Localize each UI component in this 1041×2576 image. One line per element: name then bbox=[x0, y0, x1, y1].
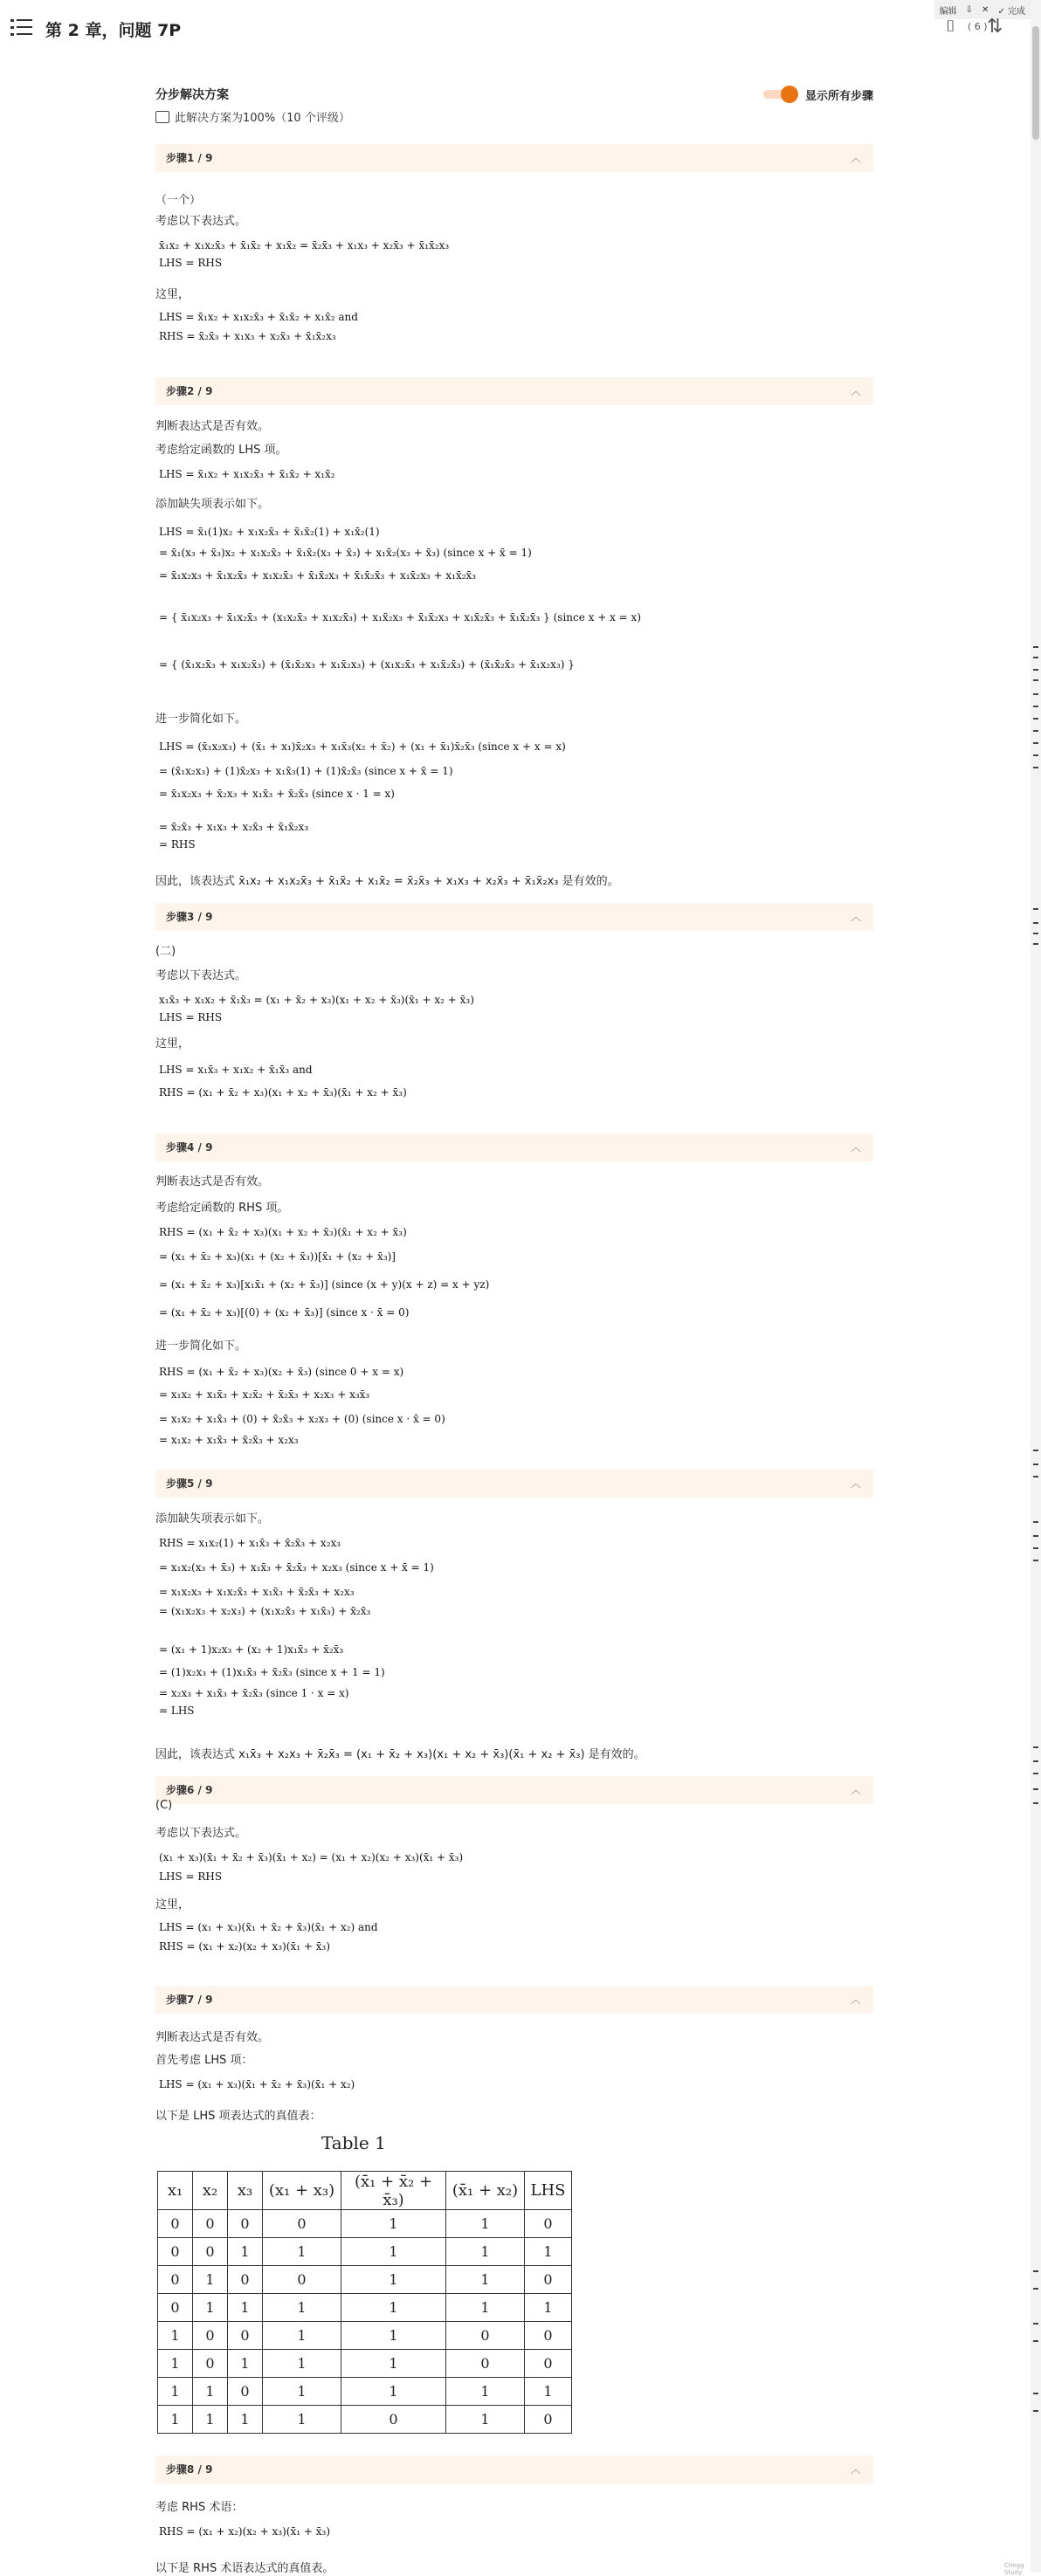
step-text: 添加缺失项表示如下。 bbox=[155, 1512, 270, 1526]
math-line: = x̄₁x₂x₃ + x̄₁x₂x̄₃ + x₁x₂x̄₃ + x̄₁x̄₂x₃ + x̄₁x̄₂x̄₃ + x₁x̄₂x₃ + x₁x̄₂x̄₃ bbox=[159, 569, 477, 582]
table-cell: 0 bbox=[158, 2210, 193, 2238]
table-cell: 1 bbox=[193, 2406, 228, 2434]
download-icon[interactable]: ⇩ bbox=[965, 4, 974, 15]
rating-text: 此解决方案为100%（10 个评级） bbox=[175, 112, 350, 125]
table-cell: 1 bbox=[446, 2378, 525, 2406]
column-header: (x̄₁ + x̄₂ + x̄₃) bbox=[341, 2172, 446, 2210]
show-all-label: 显示所有步骤 bbox=[804, 89, 873, 103]
scroll-marker bbox=[1033, 1560, 1038, 1561]
table-cell: 1 bbox=[341, 2238, 446, 2266]
step-header[interactable] bbox=[155, 1470, 873, 1498]
scroll-marker bbox=[1033, 1521, 1038, 1523]
step-header[interactable] bbox=[155, 1986, 873, 2014]
step-header[interactable] bbox=[155, 903, 873, 931]
table-cell: 1 bbox=[158, 2378, 193, 2406]
math-line: = (1)x₂x₃ + (1)x₁x̄₃ + x̄₂x̄₃ (since x + 1 = 1) bbox=[159, 1666, 385, 1678]
scroll-marker bbox=[1033, 922, 1038, 924]
table-cell: 1 bbox=[263, 2294, 341, 2322]
step-header[interactable] bbox=[155, 377, 873, 405]
math-line: = (x₁ + x̄₂ + x₃)[x₁x̄₁ + (x₂ + x̄₃)] (since (x + y)(x + z) = x + yz) bbox=[159, 1278, 490, 1291]
table-cell: 0 bbox=[228, 2322, 263, 2350]
math-line: = (x₁ + x̄₂ + x₃)[(0) + (x₂ + x̄₃)] (since x · x̄ = 0) bbox=[159, 1306, 410, 1319]
scroll-marker bbox=[1033, 2340, 1038, 2342]
table-cell: 0 bbox=[158, 2266, 193, 2294]
scroll-marker bbox=[1033, 1464, 1038, 1465]
step-text: (C) bbox=[155, 1799, 173, 1812]
step-text: 考虑给定函数的 LHS 项。 bbox=[155, 444, 287, 457]
math-line: = RHS bbox=[159, 838, 196, 851]
math-line: = (x₁x₂x₃ + x₂x₃) + (x₁x₂x̄₃ + x₁x̄₃) + x̄₂x̄₃ bbox=[159, 1605, 371, 1617]
table-cell: 0 bbox=[525, 2406, 572, 2434]
table-cell: 1 bbox=[228, 2406, 263, 2434]
math-line: x̄₁x₂ + x₁x₂x̄₃ + x̄₁x̄₂ + x₁x̄₂ = x̄₂x̄₃ + x₁x₃ + x₂x̄₃ + x̄₁x̄₂x₃ bbox=[159, 239, 450, 251]
scroll-marker bbox=[1033, 943, 1038, 945]
math-line: LHS = RHS bbox=[159, 1011, 223, 1023]
chevron-up-icon[interactable]: ︿ bbox=[850, 911, 861, 923]
table-cell: 1 bbox=[341, 2322, 446, 2350]
table-cell: 1 bbox=[263, 2238, 341, 2266]
table-cell: 1 bbox=[446, 2266, 525, 2294]
step-text: 考虑以下表达式。 bbox=[155, 215, 247, 228]
step-text: 因此，该表达式 x₁x̄₃ + x₂x₃ + x̄₂x̄₃ = (x₁ + x̄₂ + x₃)(x₁ + x₂ + x̄₃)(x̄₁ + x₂ + x̄₃) 是有效的。 bbox=[155, 1748, 645, 1761]
table-cell: 1 bbox=[525, 2294, 572, 2322]
table-cell: 1 bbox=[263, 2378, 341, 2406]
step-text: 首先考虑 LHS 项： bbox=[155, 2054, 253, 2067]
math-line: RHS = (x₁ + x₂)(x₂ + x₃)(x̄₁ + x̄₃) bbox=[159, 1940, 331, 1953]
page-title: 第 2 章，问题 7P bbox=[45, 21, 182, 40]
column-header: x₃ bbox=[228, 2172, 263, 2210]
column-header: x₁ bbox=[158, 2172, 193, 2210]
math-line: = (x̄₁x₂x₃) + (1)x̄₂x₃ + x₁x̄₃(1) + (1)x̄₂x̄₃ (since x + x̄ = 1) bbox=[159, 765, 453, 777]
table-cell: 1 bbox=[193, 2294, 228, 2322]
scroll-marker bbox=[1033, 2270, 1038, 2272]
table-row bbox=[158, 2210, 572, 2238]
table-cell: 0 bbox=[263, 2266, 341, 2294]
scroll-marker bbox=[1033, 1760, 1038, 1762]
column-header: (x̄₁ + x₂) bbox=[446, 2172, 525, 2210]
done-button[interactable]: ✓ 完成 bbox=[997, 6, 1025, 17]
chevron-up-icon[interactable]: ︿ bbox=[850, 2463, 861, 2476]
table-cell: 0 bbox=[525, 2210, 572, 2238]
step-header[interactable] bbox=[155, 2455, 873, 2483]
math-line: = x̄₂x̄₃ + x₁x₃ + x₂x̄₃ + x̄₁x̄₂x₃ bbox=[159, 821, 309, 833]
table-cell: 1 bbox=[263, 2350, 341, 2378]
math-line: RHS = (x₁ + x̄₂ + x₃)(x₂ + x̄₃) (since 0 + x = x) bbox=[159, 1366, 404, 1378]
math-line: = LHS bbox=[159, 1705, 195, 1717]
step-text: 这里， bbox=[155, 1037, 190, 1050]
bookmark-icon[interactable]: ⌷ bbox=[946, 17, 955, 36]
step-label: 步骤6 / 9 bbox=[166, 1784, 213, 1796]
table-cell: 1 bbox=[158, 2322, 193, 2350]
table-cell: 1 bbox=[228, 2294, 263, 2322]
table-cell: 0 bbox=[228, 2378, 263, 2406]
table-row bbox=[158, 2378, 572, 2406]
show-all-steps[interactable] bbox=[763, 86, 873, 103]
sort-icon[interactable]: ⇅ bbox=[987, 16, 1003, 38]
table-cell: 1 bbox=[263, 2322, 341, 2350]
table-cell: 0 bbox=[446, 2322, 525, 2350]
math-line: = x₁x₂ + x₁x̄₃ + x₂x̄₂ + x̄₂x̄₃ + x₂x₃ + x₃x̄₃ bbox=[159, 1388, 370, 1401]
step-label: 步骤4 / 9 bbox=[166, 1141, 213, 1154]
scrollbar[interactable] bbox=[1031, 0, 1041, 2573]
math-line: RHS = (x₁ + x̄₂ + x₃)(x₁ + x₂ + x̄₃)(x̄₁ + x₂ + x̄₃) bbox=[159, 1226, 407, 1238]
table-caption: Table 1 bbox=[321, 2132, 386, 2153]
scroll-marker bbox=[1033, 908, 1038, 910]
step-text: 这里， bbox=[155, 1898, 190, 1911]
scroll-marker bbox=[1033, 679, 1038, 681]
scroll-marker bbox=[1033, 1535, 1038, 1537]
scroll-marker bbox=[1033, 646, 1038, 648]
table-row bbox=[158, 2294, 572, 2322]
math-line: LHS = (x₁ + x₃)(x̄₁ + x̄₂ + x̄₃)(x̄₁ + x₂) and bbox=[159, 1921, 378, 1933]
math-line: LHS = RHS bbox=[159, 257, 223, 269]
step-text: 考虑 RHS 术语： bbox=[155, 2501, 244, 2514]
math-line: RHS = (x₁ + x₂)(x₂ + x₃)(x̄₁ + x̄₃) bbox=[159, 2525, 331, 2538]
window-toolbar bbox=[934, 0, 1031, 19]
step-text: 考虑给定函数的 RHS 项。 bbox=[155, 1202, 289, 1215]
step-text: 进一步简化如下。 bbox=[155, 713, 247, 726]
scroll-marker bbox=[1033, 2410, 1038, 2412]
table-cell: 0 bbox=[525, 2350, 572, 2378]
math-line: LHS = (x̄₁x₂x₃) + (x̄₁ + x₁)x̄₂x₃ + x₁x̄₃(x₂ + x̄₂) + (x₁ + x̄₁)x̄₂x̄₃ (since x + x = x) bbox=[159, 740, 566, 753]
step-text: 这里， bbox=[155, 288, 190, 301]
math-line: = { x̄₁x₂x₃ + x̄₁x₂x̄₃ + (x₁x₂x̄₃ + x₁x₂x̄₃) + x₁x̄₂x₃ + x̄₁x̄₂x₃ + x₁x̄₂x̄₃ + x̄₁x̄₂x̄₃ } (since x + x = x) bbox=[159, 611, 641, 623]
step-label: 步骤7 / 9 bbox=[166, 1994, 213, 2006]
table-cell: 0 bbox=[193, 2350, 228, 2378]
scroll-marker bbox=[1033, 1773, 1038, 1774]
step-text: 考虑以下表达式。 bbox=[155, 969, 247, 982]
math-line: = (x₁ + x̄₂ + x₃)(x₁ + (x₂ + x̄₃))[x̄₁ + (x₂ + x̄₃)] bbox=[159, 1250, 396, 1263]
table-cell: 0 bbox=[193, 2238, 228, 2266]
step-text: 判断表达式是否有效。 bbox=[155, 1175, 270, 1188]
close-icon[interactable]: ✕ bbox=[982, 4, 989, 15]
math-line: = x̄₁(x₃ + x̄₃)x₂ + x₁x₂x̄₃ + x̄₁x̄₂(x₃ + x̄₃) + x₁x̄₂(x₃ + x̄₃) (since x + x̄ = 1) bbox=[159, 547, 532, 559]
table-cell: 0 bbox=[341, 2406, 446, 2434]
table-cell: 0 bbox=[263, 2210, 341, 2238]
math-line: = x₁x₂ + x₁x̄₃ + (0) + x̄₂x̄₃ + x₂x₃ + (0) (since x · x̄ = 0) bbox=[159, 1413, 445, 1425]
math-line: = { (x̄₁x₂x̄₃ + x₁x₂x̄₃) + (x̄₁x̄₂x₃ + x₁x̄₂x₃) + (x₁x₂x̄₃ + x₁x̄₂x̄₃) + (x̄₁x̄₂x̄₃ + x̄₁x₂x₃) } bbox=[159, 658, 575, 671]
step-label: 步骤5 / 9 bbox=[166, 1477, 213, 1490]
table-cell: 1 bbox=[525, 2238, 572, 2266]
table-row bbox=[158, 2266, 572, 2294]
chevron-up-icon[interactable]: ︿ bbox=[850, 1477, 861, 1490]
scroll-thumb[interactable] bbox=[1032, 26, 1039, 140]
math-line: = x₂x₃ + x₁x̄₃ + x̄₂x̄₃ (since 1 · x = x) bbox=[159, 1687, 349, 1699]
math-line: x₁x̄₃ + x₁x₂ + x̄₁x̄₃ = (x₁ + x̄₂ + x₃)(x₁ + x₂ + x̄₃)(x̄₁ + x₂ + x̄₃) bbox=[159, 994, 474, 1006]
rating bbox=[155, 108, 350, 125]
scroll-marker bbox=[1033, 693, 1038, 695]
step-label: 步骤3 / 9 bbox=[166, 911, 213, 923]
menu-icon[interactable] bbox=[10, 17, 33, 37]
math-line: (x₁ + x₃)(x̄₁ + x̄₂ + x̄₃)(x̄₁ + x₂) = (x₁ + x₂)(x₂ + x₃)(x̄₁ + x̄₃) bbox=[159, 1851, 464, 1863]
scroll-marker bbox=[1033, 2323, 1038, 2325]
step-header[interactable] bbox=[155, 1133, 873, 1161]
table-cell: 1 bbox=[158, 2406, 193, 2434]
step-text: 以下是 RHS 术语表达式的真值表。 bbox=[155, 2562, 334, 2575]
step-text: 判断表达式是否有效。 bbox=[155, 2031, 270, 2044]
table-cell: 1 bbox=[158, 2350, 193, 2378]
chevron-up-icon[interactable]: ︿ bbox=[850, 152, 861, 164]
table-cell: 0 bbox=[228, 2266, 263, 2294]
step-header[interactable] bbox=[155, 144, 873, 172]
step-label: 步骤8 / 9 bbox=[166, 2463, 213, 2476]
table-cell: 0 bbox=[158, 2238, 193, 2266]
scroll-marker bbox=[1033, 718, 1038, 720]
scroll-marker bbox=[1033, 1746, 1038, 1748]
table-cell: 1 bbox=[446, 2294, 525, 2322]
scroll-marker bbox=[1033, 1547, 1038, 1549]
column-header: (x₁ + x₃) bbox=[263, 2172, 341, 2210]
table-row bbox=[158, 2406, 572, 2434]
table-row bbox=[158, 2322, 572, 2350]
scroll-marker bbox=[1033, 1802, 1038, 1804]
table-cell: 1 bbox=[193, 2378, 228, 2406]
table-cell: 1 bbox=[446, 2210, 525, 2238]
math-line: LHS = x₁x̄₃ + x₁x₂ + x̄₁x̄₃ and bbox=[159, 1064, 313, 1076]
page-header bbox=[0, 0, 1041, 54]
math-line: LHS = x̄₁x₂ + x₁x₂x̄₃ + x̄₁x̄₂ + x₁x̄₂ and bbox=[159, 311, 358, 323]
table-cell: 0 bbox=[193, 2322, 228, 2350]
scroll-marker bbox=[1033, 669, 1038, 671]
step-label: 步骤2 / 9 bbox=[166, 385, 213, 397]
math-line: = (x₁ + 1)x₂x₃ + (x₂ + 1)x₁x̄₃ + x̄₂x̄₃ bbox=[159, 1643, 344, 1656]
math-line: = x₁x₂(x₃ + x̄₃) + x₁x̄₃ + x̄₂x̄₃ + x₂x₃ (since x + x̄ = 1) bbox=[159, 1561, 434, 1574]
math-line: = x₁x₂x₃ + x₁x₂x̄₃ + x₁x̄₃ + x̄₂x̄₃ + x₂x₃ bbox=[159, 1586, 355, 1598]
table-cell: 1 bbox=[446, 2238, 525, 2266]
table-row bbox=[158, 2350, 572, 2378]
table-cell: 1 bbox=[341, 2378, 446, 2406]
scroll-marker bbox=[1033, 754, 1038, 756]
table-cell: 1 bbox=[446, 2406, 525, 2434]
math-line: RHS = (x₁ + x̄₂ + x₃)(x₁ + x₂ + x̄₃)(x̄₁ + x₂ + x̄₃) bbox=[159, 1086, 407, 1099]
step-label: 步骤1 / 9 bbox=[166, 152, 213, 164]
math-line: LHS = x̄₁x₂ + x₁x₂x̄₃ + x̄₁x̄₂ + x₁x̄₂ bbox=[159, 468, 335, 480]
step-header[interactable] bbox=[155, 1776, 873, 1804]
table-cell: 0 bbox=[158, 2294, 193, 2322]
table-cell: 1 bbox=[341, 2266, 446, 2294]
scroll-marker bbox=[1033, 933, 1038, 934]
step-text: 因此，该表达式 x̄₁x₂ + x₁x₂x̄₃ + x̄₁x̄₂ + x₁x̄₂ = x̄₂x̄₃ + x₁x₃ + x₂x̄₃ + x̄₁x̄₂x₃ 是有效的。 bbox=[155, 875, 619, 888]
table-cell: 1 bbox=[525, 2378, 572, 2406]
table-cell: 1 bbox=[341, 2210, 446, 2238]
table-cell: 1 bbox=[193, 2266, 228, 2294]
table-cell: 1 bbox=[263, 2406, 341, 2434]
math-line: LHS = x̄₁(1)x₂ + x₁x₂x̄₃ + x̄₁x̄₂(1) + x₁x̄₂(1) bbox=[159, 526, 380, 538]
table-cell: 1 bbox=[341, 2350, 446, 2378]
table-cell: 0 bbox=[525, 2322, 572, 2350]
chevron-up-icon[interactable]: ︿ bbox=[850, 1994, 861, 2006]
table-cell: 1 bbox=[341, 2294, 446, 2322]
scroll-marker bbox=[1033, 657, 1038, 658]
step-text: 判断表达式是否有效。 bbox=[155, 420, 270, 433]
scroll-marker bbox=[1033, 1476, 1038, 1477]
column-header: x₂ bbox=[193, 2172, 228, 2210]
scroll-marker bbox=[1033, 1788, 1038, 1790]
step-text: (二) bbox=[155, 945, 176, 958]
table-header-row bbox=[158, 2172, 572, 2210]
watermark: Chegg Study bbox=[1004, 2562, 1024, 2576]
table-cell: 0 bbox=[193, 2210, 228, 2238]
math-line: = x₁x₂ + x₁x̄₃ + x̄₂x̄₃ + x₂x₃ bbox=[159, 1434, 299, 1446]
truth-table bbox=[157, 2171, 572, 2434]
column-header: LHS bbox=[525, 2172, 572, 2210]
edit-button[interactable]: 编辑 bbox=[939, 6, 957, 17]
math-line: RHS = x₁x₂(1) + x₁x̄₃ + x̄₂x̄₃ + x₂x₃ bbox=[159, 1537, 341, 1549]
show-all-toggle[interactable] bbox=[763, 86, 798, 103]
step-text: 以下是 LHS 项表达式的真值表： bbox=[155, 2110, 321, 2123]
step-text: 考虑以下表达式。 bbox=[155, 1827, 247, 1840]
scroll-marker bbox=[1033, 2288, 1038, 2290]
math-line: LHS = (x₁ + x₃)(x̄₁ + x̄₂ + x̄₃)(x̄₁ + x₂) bbox=[159, 2078, 355, 2090]
table-cell: 1 bbox=[228, 2350, 263, 2378]
math-line: = x̄₁x₂x₃ + x̄₂x₃ + x₁x̄₃ + x̄₂x̄₃ (since x · 1 = x) bbox=[159, 788, 395, 800]
scroll-marker bbox=[1033, 1450, 1038, 1451]
chevron-up-icon[interactable]: ︿ bbox=[850, 1141, 861, 1154]
scroll-marker bbox=[1033, 2393, 1038, 2394]
scroll-marker bbox=[1033, 767, 1038, 768]
step-text: （一个） bbox=[155, 194, 202, 207]
table-cell: 0 bbox=[525, 2266, 572, 2294]
table-row bbox=[158, 2238, 572, 2266]
math-line: LHS = RHS bbox=[159, 1870, 223, 1883]
table-cell: 0 bbox=[446, 2350, 525, 2378]
scroll-marker bbox=[1033, 706, 1038, 707]
table-cell: 1 bbox=[228, 2238, 263, 2266]
thumbs-up-icon[interactable] bbox=[155, 111, 169, 123]
math-line: RHS = x̄₂x̄₃ + x₁x₃ + x₂x̄₃ + x̄₁x̄₂x₃ bbox=[159, 330, 336, 342]
chevron-up-icon[interactable]: ︿ bbox=[850, 1784, 861, 1796]
step-text: 添加缺失项表示如下。 bbox=[155, 498, 270, 511]
step-text: 进一步简化如下。 bbox=[155, 1340, 247, 1353]
bookmark-count: ( 6 ) bbox=[968, 21, 988, 32]
table-cell: 0 bbox=[228, 2210, 263, 2238]
scroll-marker bbox=[1033, 742, 1038, 744]
solution-title: 分步解决方案 bbox=[155, 88, 229, 102]
scroll-marker bbox=[1033, 730, 1038, 732]
chevron-up-icon[interactable]: ︿ bbox=[850, 385, 861, 397]
